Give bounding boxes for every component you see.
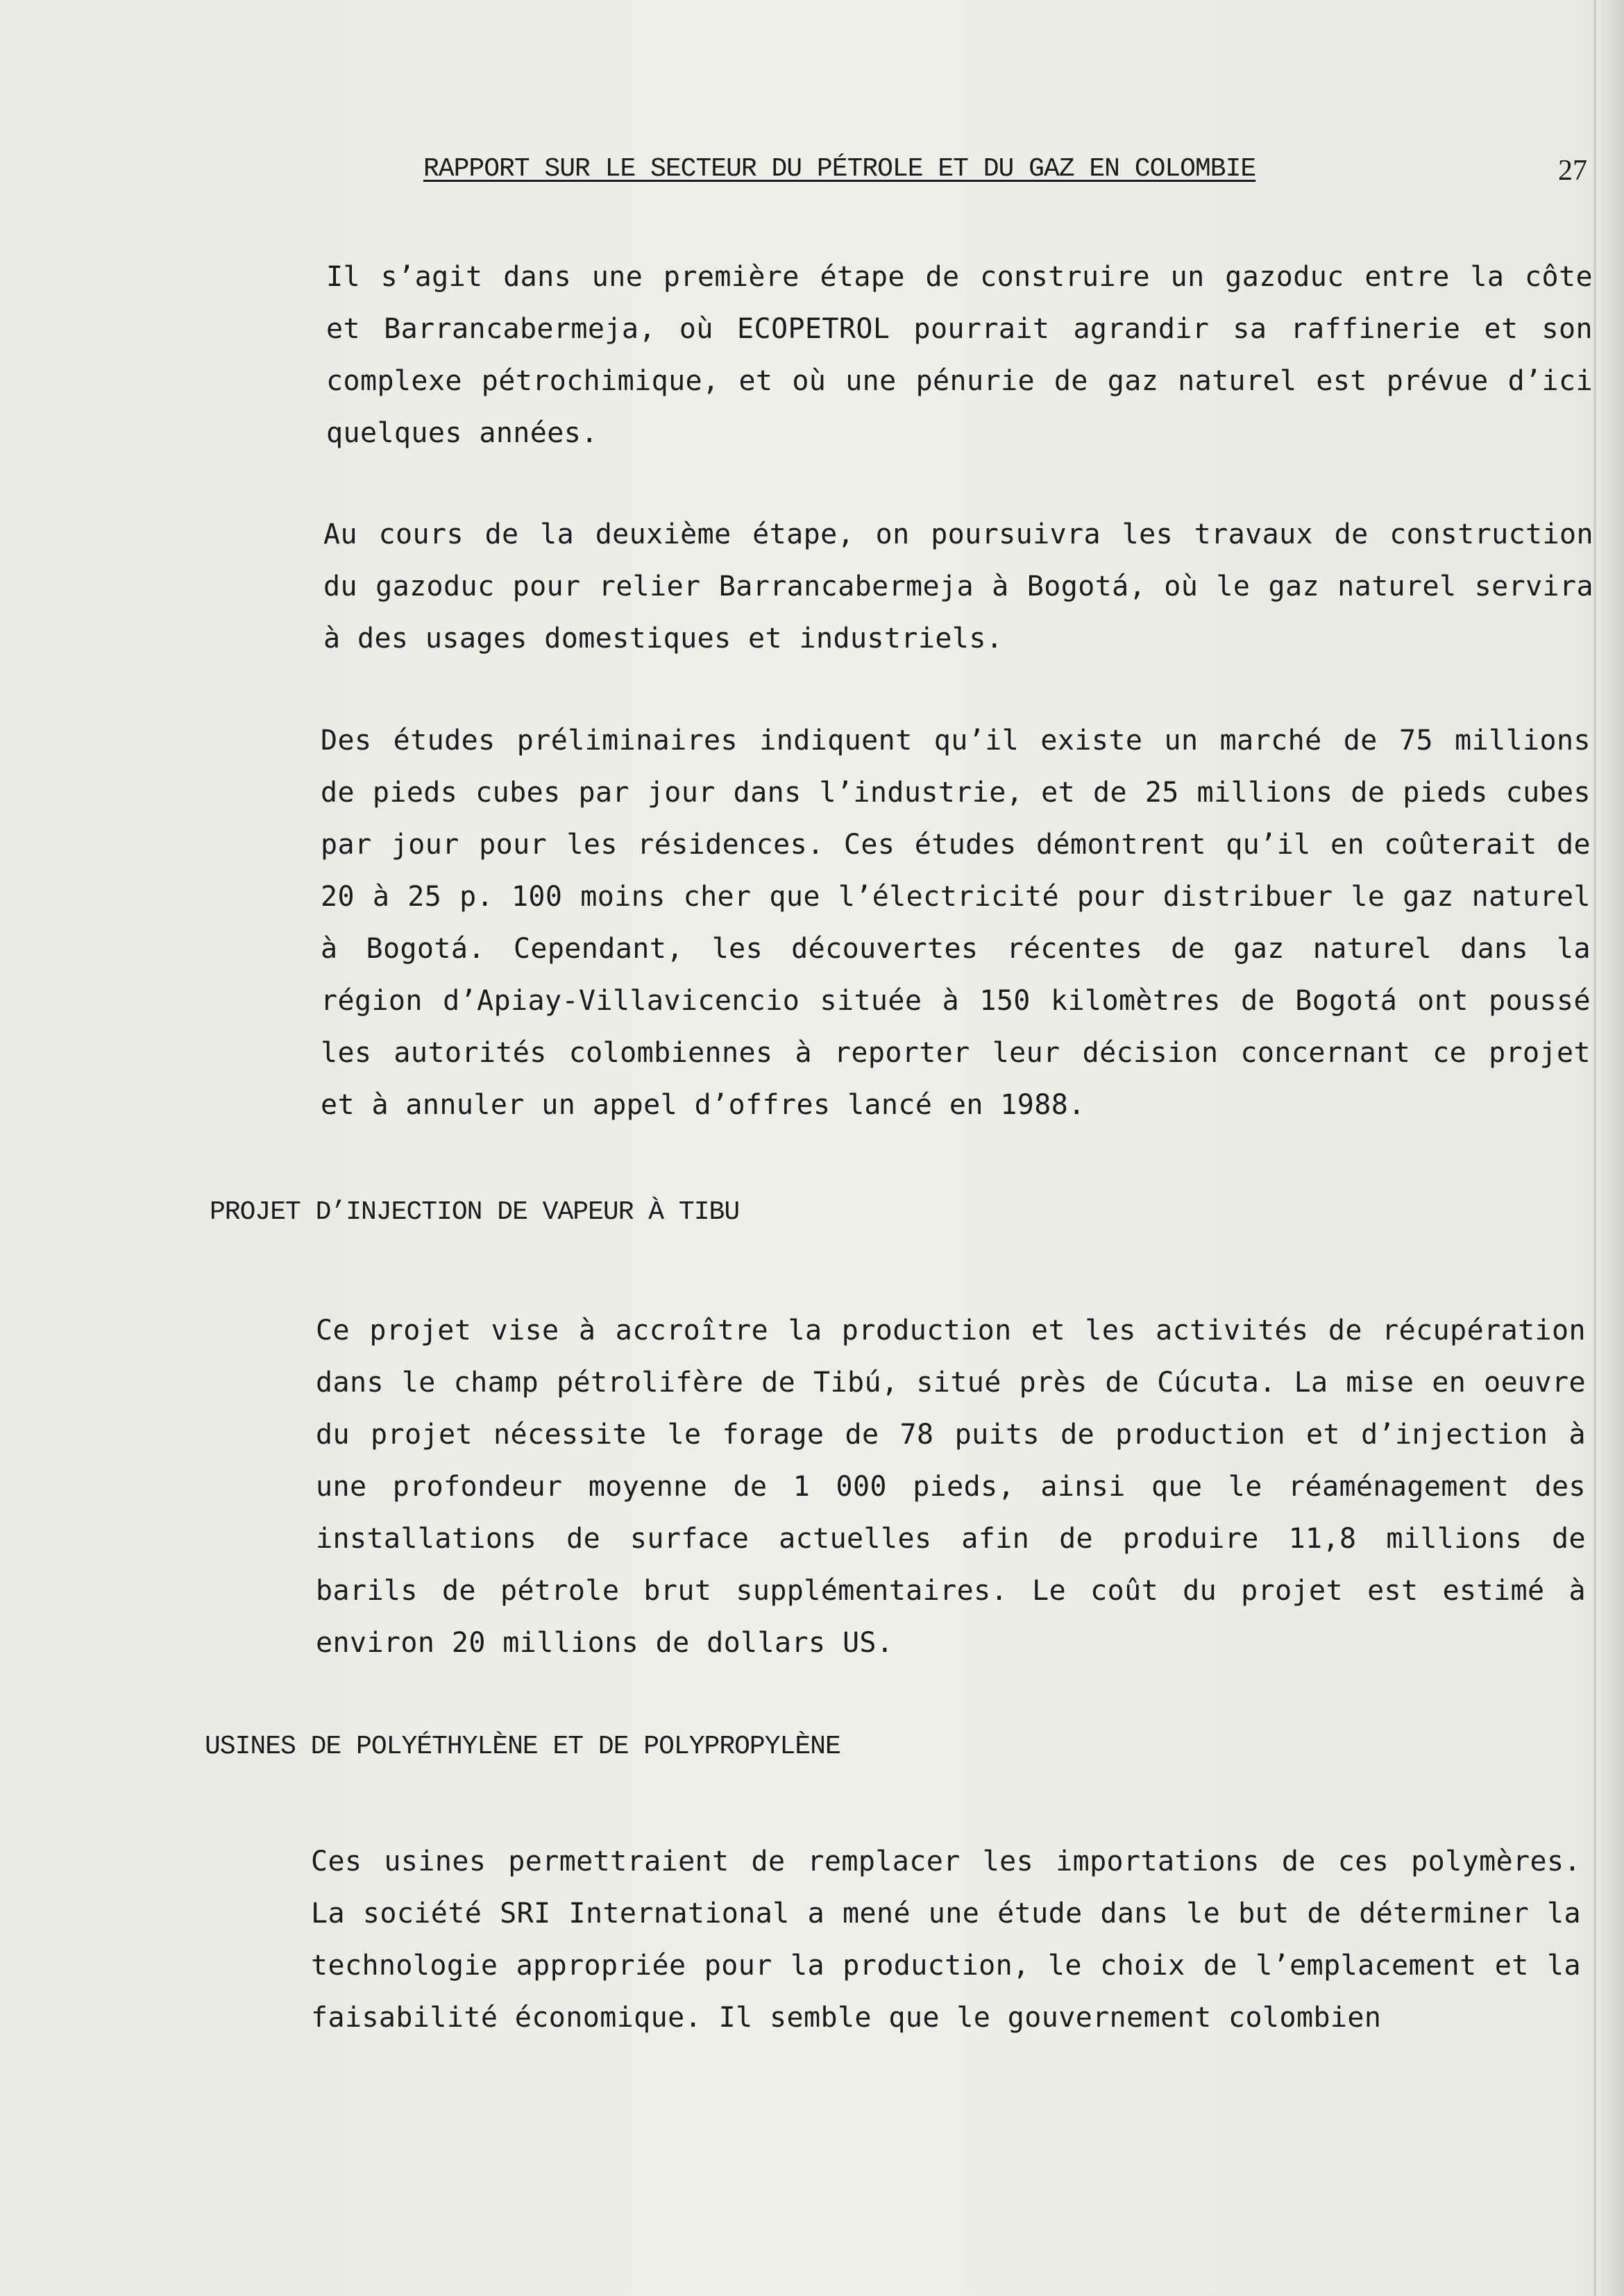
paragraph-gazoduc-first-stage: Il s’agit dans une première étape de construire un gazoduc entre la côte et Barrancabermeja, où ECOPETROL pourrait agrandir sa raffinerie et son complexe pétrochimique, et où une pénurie de gaz naturel est prévue d’ici quelques années. [326,261,1593,449]
running-header-title: RAPPORT SUR LE SECTEUR DU PÉTROLE ET DU GAZ EN COLOMBIE [423,154,1256,184]
paragraph-preliminary-studies: Des études préliminaires indiquent qu’il existe un marché de 75 millions de pieds cubes par jour dans l’industrie, et de 25 millions de pieds cubes par jour pour les résidences. Ces études démontrent qu’il en coûterait de 20 à 25 p. 100 moins cher que l’électricité pour distribuer le gaz naturel à Bogotá. Cependant, les découvertes récentes de gaz naturel dans la région d’Apiay-Villavicencio située à 150 kilomètres de Bogotá ont poussé les autorités colombiennes à reporter leur décision concernant ce projet et à annuler un appel d’offres lancé en 1988. [321,725,1591,1121]
page-edge-shadow [1596,0,1624,2296]
page-number: 27 [1558,155,1587,187]
paragraph-tibu-project: Ce projet vise à accroître la production et les activités de récupération dans le champ pétrolifère de Tibú, situé près de Cúcuta. La mise en oeuvre du projet nécessite le forage de 78 puits de production et d’injection à une profondeur moyenne de 1 000 pieds, ainsi que le réaménagement des installations de surface actuelles afin de produire 11,8 millions de barils de pétrole brut supplémentaires. Le coût du projet est estimé à environ 20 millions de dollars US. [316,1315,1586,1659]
paragraph-polymer-plants: Ces usines permettraient de remplacer les importations de ces polymères. La société SRI International a mené une étude dans le but de déterminer la technologie appropriée pour la production, le choix de l’emplacement et la faisabilité économique. Il semble que le gouvernement colombien [311,1846,1581,2034]
section-heading-polyethylene-polypropylene: USINES DE POLYÉTHYLÈNE ET DE POLYPROPYLÈNE [205,1732,840,1762]
section-heading-tibu-steam-injection: PROJET D’INJECTION DE VAPEUR À TIBU [210,1197,740,1227]
paragraph-gazoduc-second-stage: Au cours de la deuxième étape, on poursuivra les travaux de construction du gazoduc pour relier Barrancabermeja à Bogotá, où le gaz naturel servira à des usages domestiques et industriels. [323,518,1593,655]
